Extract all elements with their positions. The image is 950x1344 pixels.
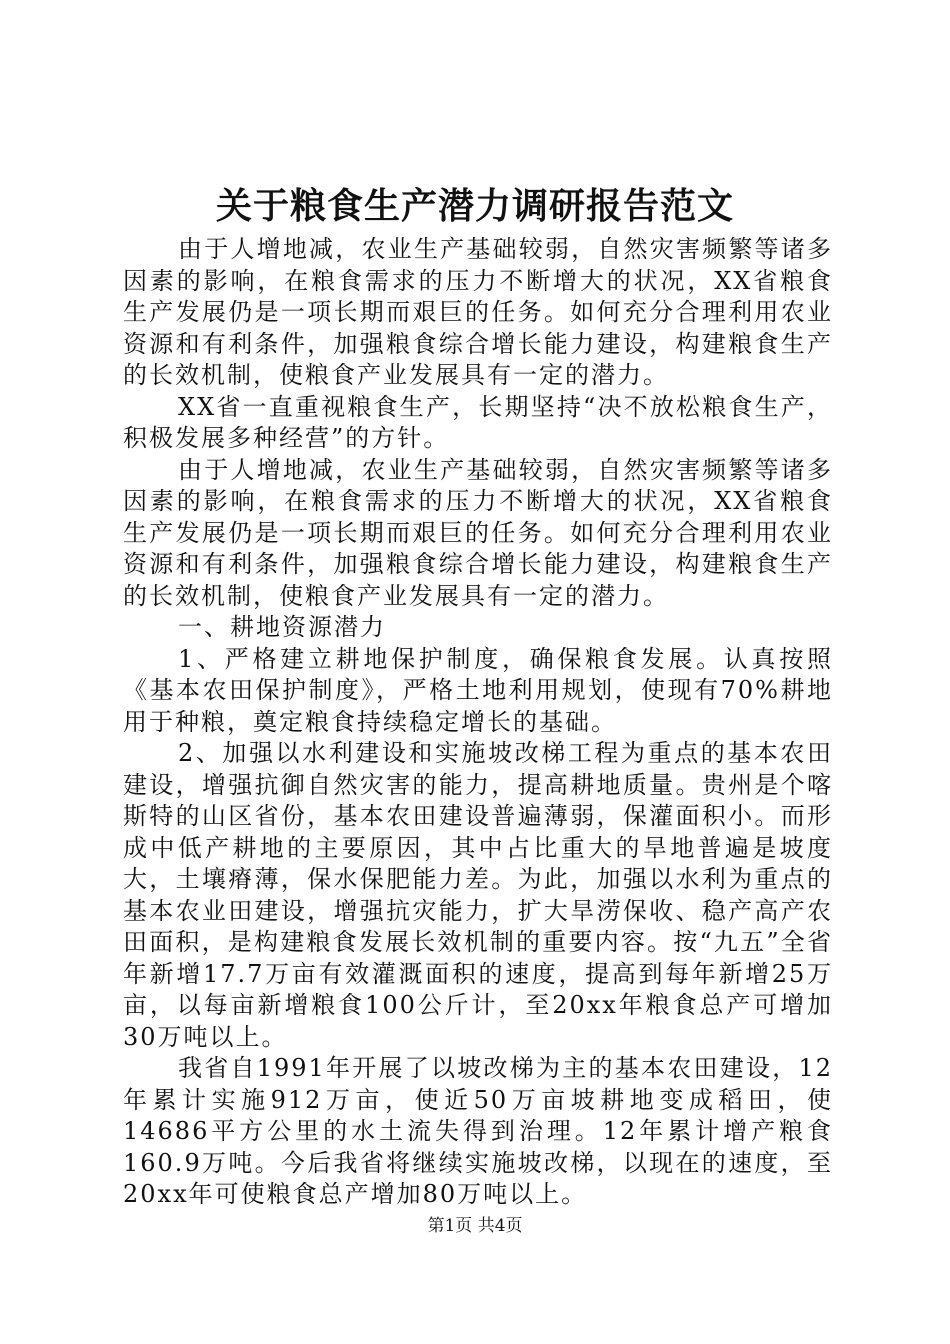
paragraph-policy: XX省一直重视粮食生产，长期坚持“决不放松粮食生产，积极发展多种经营”的方针。 [123,392,833,452]
document-title: 关于粮食生产潜力调研报告范文 [215,185,734,227]
section-heading-farmland: 一、耕地资源潜力 [178,613,386,641]
paragraph-point-2: 2、加强以水利建设和实施坡改梯工程为重点的基本农田建设，增强抗御自然灾害的能力，提高耕地质量。贵州是个喀斯特的山区省份，基本农田建设普遍薄弱，保灌面积小。而形成中低产耕地的主要原因，其中占比重大的旱地普遍是坡度大，土壤瘠薄，保水保肥能力差。为此，加强以水利为重点的基本农业田建设，增强抗灾能力，扩大旱涝保收、稳产高产农田面积，是构建粮食发展长效机制的重要内容。按“九五”全省年新增17.7万亩有效灌溉面积的速度，提高到每年新增25万亩，以每亩新增粮食100公斤计，至20xx年粮食总产可增加30万吨以上。 [123,739,833,1051]
paragraph-intro: 由于人增地减，农业生产基础较弱，自然灾害频繁等诸多因素的影响，在粮食需求的压力不断增大的状况，XX省粮食生产发展仍是一项长期而艰巨的任务。如何充分合理利用农业资源和有利条件，加强粮食综合增长能力建设，构建粮食生产的长效机制，使粮食产业发展具有一定的潜力。 [123,235,833,389]
paragraph-intro-repeat: 由于人增地减，农业生产基础较弱，自然灾害频繁等诸多因素的影响，在粮食需求的压力不断增大的状况，XX省粮食生产发展仍是一项长期而艰巨的任务。如何充分合理利用农业资源和有利条件，加强粮食综合增长能力建设，构建粮食生产的长效机制，使粮食产业发展具有一定的潜力。 [123,455,833,610]
paragraph-point-1: 1、严格建立耕地保护制度，确保粮食发展。认真按照《基本农田保护制度》，严格土地利用规划，使现有70%耕地用于种粮，奠定粮食持续稳定增长的基础。 [123,644,833,736]
paragraph-terrace-results: 我省自1991年开展了以坡改梯为主的基本农田建设，12年累计实施912万亩，使近50万亩坡耕地变成稻田，使14686平方公里的水土流失得到治理。12年累计增产粮食160.9万吨。今后我省将继续实施坡改梯，以现在的速度，至20xx年可使粮食总产增加80万吨以上。 [123,1054,833,1208]
document-body [123,234,833,1211]
page-footer: 第1页 共4页 [427,1216,523,1236]
